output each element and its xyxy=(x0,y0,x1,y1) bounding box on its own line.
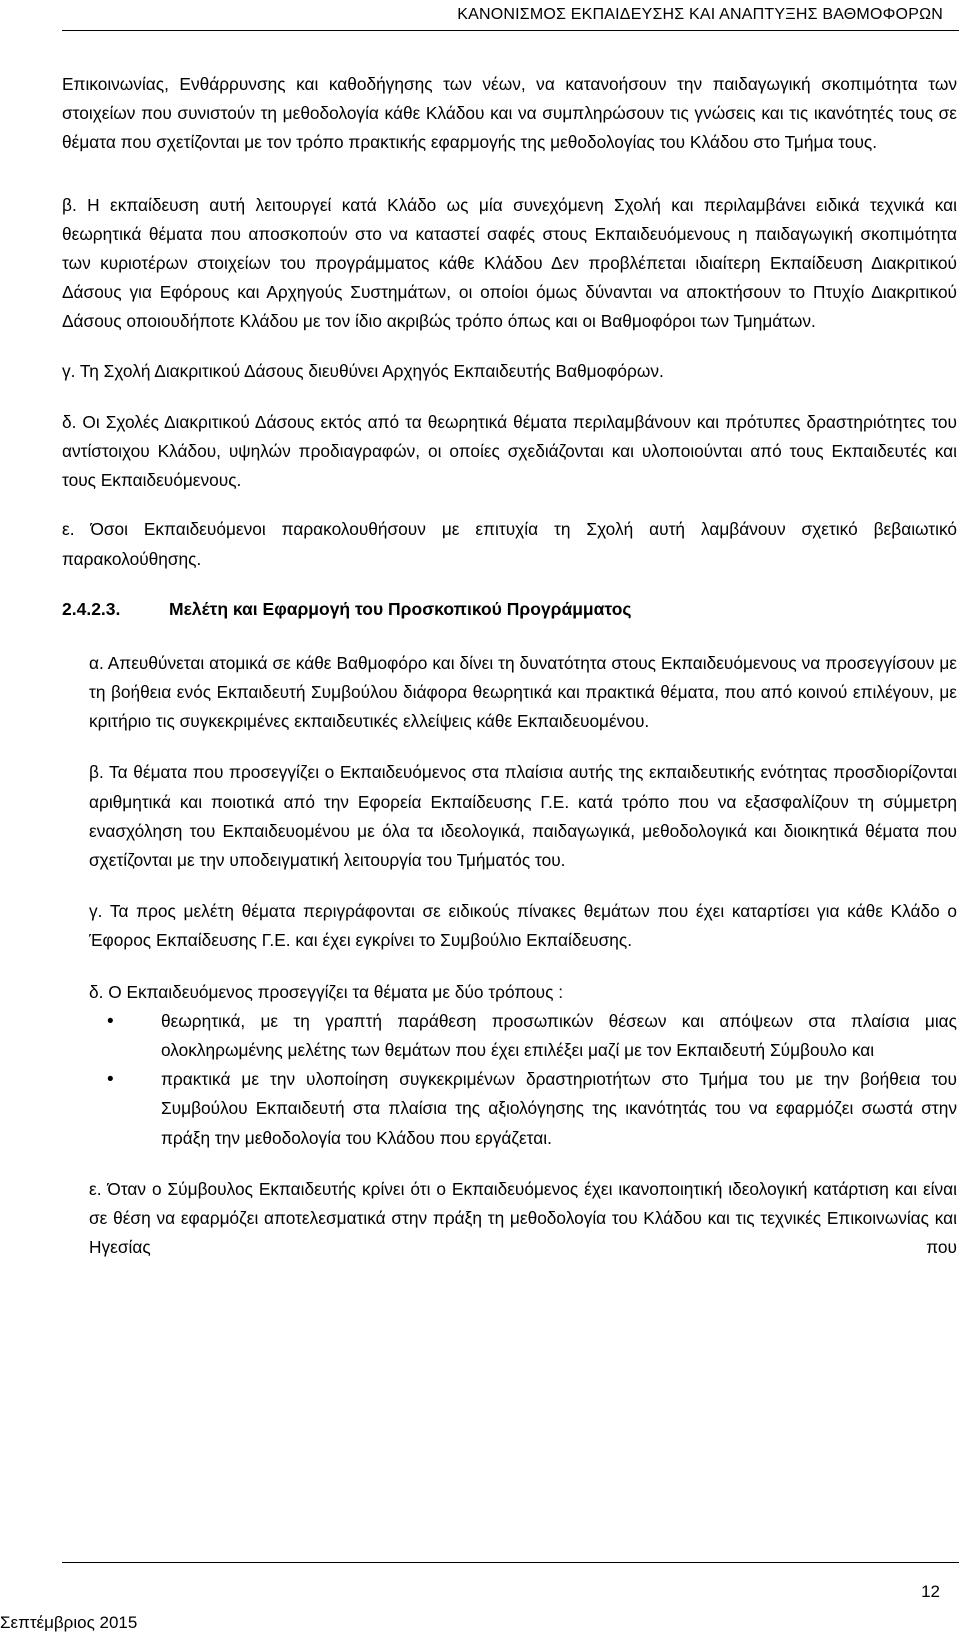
bullet-icon: • xyxy=(107,1010,114,1032)
footer-rule xyxy=(62,1562,959,1563)
paragraph-epsilon: ε. Όσοι Εκπαιδευόμενοι παρακολουθήσουν με επιτυχία τη Σχολή αυτή λαμβάνουν σχετικό βεβαιωτικό παρακολούθησης. xyxy=(62,519,957,569)
bullet-icon: • xyxy=(107,1069,114,1091)
paragraph-beta: β. Η εκπαίδευση αυτή λειτουργεί κατά Κλάδο ως μία συνεχόμενη Σχολή και περιλαμβάνει ειδικά τεχνικά και θεωρητικά θέματα που αποσκοπούν στο να καταστεί σαφές στους Εκπαιδευόμενους η παιδαγωγική σκοπιμότητα των κυριοτέρων στοιχείων του προγράμματος κάθε Κλάδου Δεν προβλέπεται ιδιαίτερη Εκπαίδευση Διακριτικού Δάσους για Εφόρους και Αρχηγούς Συστημάτων, οι οποίοι όμως δύνανται να αποκτήσουν το Πτυχίο Διακριτικού Δάσους οποιουδήποτε Κλάδου με τον ίδιο ακριβώς τρόπο όπως και οι Βαθμοφόροι των Τμημάτων. xyxy=(62,194,957,332)
bullet-text: πρακτικά με την υλοποίηση συγκεκριμένων δραστηριοτήτων στο Τμήμα του με την βοήθεια του Συμβούλου Εκπαιδευτή στα πλαίσια της αξιολόγησης της ικανότητάς του να εφαρμόζει σωστά στην πράξη την μεθοδολογία του Κλάδου που εργάζεται. xyxy=(161,1069,957,1148)
section-title: Μελέτη και Εφαρμογή του Προσκοπικού Προγράμματος xyxy=(169,598,632,619)
bullet-list xyxy=(62,1007,957,1153)
footer-date: Σεπτέμβριος 2015 xyxy=(0,1613,138,1632)
section-heading xyxy=(62,595,957,624)
document-body xyxy=(62,70,957,1263)
page-number: 12 xyxy=(921,1582,940,1601)
subsection-epsilon: ε. Όταν ο Σύμβουλος Εκπαιδευτής κρίνει ότι ο Εκπαιδευόμενος έχει ικανοποιητική ιδεολογική κατάρτιση και είναι σε θέση να εφαρμόζει αποτελεσματικά στην πράξη τη μεθοδολογία του Κλάδου και τις τεχνικές Επικοινωνίας και Ηγεσίας που xyxy=(89,1178,957,1258)
subsection-list xyxy=(62,649,957,1007)
paragraph-delta: δ. Οι Σχολές Διακριτικού Δάσους εκτός από τα θεωρητικά θέματα περιλαμβάνουν και πρότυπες δραστηριότητες του αντίστοιχου Κλάδου, υψηλών προδιαγραφών, οι οποίες σχεδιάζονται και υλοποιούνται από τους Εκπαιδευτές και τους Εκπαιδευόμενους. xyxy=(62,411,957,491)
section-number: 2.4.2.3. xyxy=(62,598,121,619)
paragraph-gamma: γ. Τη Σχολή Διακριτικού Δάσους διευθύνει Αρχηγός Εκπαιδευτής Βαθμοφόρων. xyxy=(62,360,664,381)
intro-paragraph: Επικοινωνίας, Ενθάρρυνσης και καθοδήγησης των νέων, να κατανοήσουν την παιδαγωγική σκοπιμότητα των στοιχείων που συνιστούν τη μεθοδολογία κάθε Κλάδου και να συμπληρώσουν τις γνώσεις και τις ικανότητές τους σε θέματα που σχετίζονται με τον τρόπο πρακτικής εφαρμογής της μεθοδολογίας του Κλάδου στο Τμήμα τους. xyxy=(62,74,957,153)
subsection-list-continued xyxy=(62,1175,957,1263)
subsection-alpha: α. Απευθύνεται ατομικά σε κάθε Βαθμοφόρο και δίνει τη δυνατότητα στους Εκπαιδευόμενους να προσεγγίσουν με τη βοήθεια ενός Εκπαιδευτή Συμβούλου διάφορα θεωρητικά και πρακτικά θέματα, που από κοινού επιλέγουν, με κριτήριο τις συγκεκριμένες εκπαιδευτικές ελλείψεις κάθε Εκπαιδευομένου. xyxy=(89,652,957,732)
bullet-item xyxy=(89,1007,957,1065)
subsection-gamma: γ. Τα προς μελέτη θέματα περιγράφονται σε ειδικούς πίνακες θεμάτων που έχει καταρτίσει για κάθε Κλάδο ο Έφορος Εκπαίδευσης Γ.Ε. και έχει εγκρίνει το Συμβούλιο Εκπαίδευσης. xyxy=(89,901,957,951)
subsection-delta: δ. Ο Εκπαιδευόμενος προσεγγίζει τα θέματα με δύο τρόπους : xyxy=(89,981,564,1002)
bullet-text: θεωρητικά, με τη γραπτή παράθεση προσωπικών θέσεων και απόψεων στα πλαίσια μιας ολοκληρωμένης μελέτης των θεμάτων που έχει επιλέξει μαζί με τον Εκπαιδευτή Σύμβουλο και xyxy=(161,1010,957,1061)
running-header: ΚΑΝΟΝΙΣΜΟΣ ΕΚΠΑΙΔΕΥΣΗΣ ΚΑΙ ΑΝΑΠΤΥΞΗΣ ΒΑΘΜΟΦΟΡΩΝ xyxy=(457,6,943,23)
bullet-item xyxy=(89,1065,957,1153)
subsection-beta: β. Τα θέματα που προσεγγίζει ο Εκπαιδευόμενος στα πλαίσια αυτής της εκπαιδευτικής ενότητας προσδιορίζονται αριθμητικά και ποιοτικά από την Εφορεία Εκπαίδευσης Γ.Ε. κατά τρόπο που να εξασφαλίζουν τη σύμμετρη ενασχόληση του Εκπαιδευομένου με όλα τα ιδεολογικά, παιδαγωγικά, μεθοδολογικά και διοικητικά θέματα που σχετίζονται με την υποδειγματική λειτουργία του Τμήματός του. xyxy=(89,762,957,871)
header-rule xyxy=(62,30,959,31)
